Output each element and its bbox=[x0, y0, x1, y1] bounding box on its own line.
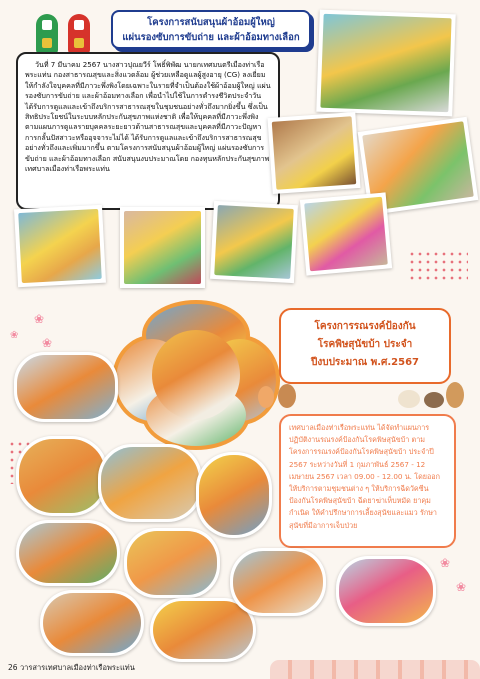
article2-body-card bbox=[279, 414, 456, 548]
photo-visit-2 bbox=[14, 205, 106, 287]
article1-body: วันที่ 7 มีนาคม 2567 นางสาวปุณยวีร์ โพธิ์พิพัฒ นายกเทศมนตรีเมืองท่าเรือพระแท่น กองสาธารณสุขและสิ่งแวดล้อม ผู้ช่วยเหลือดูแลผู้สูงอายุ (CG) ลงเยี่ยมให้กำลังใจบุคคลที่มีภาวะพึ่งพิงโดยเฉพาะในรายที่จำเป็นต้องใช้ผ้าอ้อมผู้ใหญ่ แผ่นรองซับการขับถ่าย และผ้าอ้อมทางเลือก เพื่อนำไปใช้ในการดำรงชีวิตประจำวัน ได้รับการดูแลและเข้าถึงบริการสาธารณสุขในชุมชนอย่างทั่วถึงมากยิ่งขึ้น ซึ่งเป็นสิทธิประโยชน์ในระบบหลักประกันสุขภาพแห่งชาติ เพื่อให้บุคคลที่มีภาวะพึ่งพิงตามแผนการดูแลรายบุคคลระยะยาวด้านสาธารณสุขและบุคคลที่มีภาวะปัญหาการกลั้นปัสสาวะหรืออุจจาระไม่ได้ ได้รับการดูแลและเข้าถึงบริการสาธารณสุขอย่างทั่วถึงและเพิ่มมากขึ้น ตามโครงการสนับสนุนผ้าอ้อมผู้ใหญ่ แผ่นรองซับการขับถ่าย และผ้าอ้อมทางเลือก สนับสนุนงบประมาณโดย กองทุนหลักประกันสุขภาพเทศบาลเมืองท่าเรือพระแท่น bbox=[25, 60, 271, 174]
photo-rabies-3 bbox=[98, 444, 202, 522]
paw-icon: ❀ bbox=[456, 580, 467, 594]
red-pole-icon bbox=[68, 14, 90, 54]
photo-rabies-2 bbox=[16, 436, 108, 516]
paw-strip bbox=[270, 660, 480, 679]
photo-rabies-6 bbox=[124, 528, 220, 598]
publication-name: วารสารเทศบาลเมืองท่าเรือพระแท่น bbox=[19, 663, 135, 672]
photo-rabies-5 bbox=[16, 520, 120, 586]
paw-icon: ❀ bbox=[10, 330, 19, 341]
photo-rabies-10 bbox=[336, 556, 436, 626]
green-pole-icon bbox=[36, 14, 58, 54]
photo-visit-3 bbox=[120, 207, 205, 288]
article1-title-line1: โครงการสนับสนุนผ้าอ้อมผู้ใหญ่ bbox=[147, 17, 275, 28]
article1-body-card bbox=[16, 52, 280, 210]
paw-icon: ❀ bbox=[42, 336, 53, 350]
paw-icon: ❀ bbox=[34, 312, 45, 326]
photo-rabies-4 bbox=[196, 452, 272, 538]
footer bbox=[8, 662, 135, 674]
flower-photo-frame bbox=[112, 300, 280, 450]
dot-pattern bbox=[408, 250, 468, 284]
photo-visit-4 bbox=[210, 201, 298, 283]
pets-illustration bbox=[258, 382, 466, 412]
photo-rabies-9 bbox=[230, 548, 326, 616]
photo-visit-5 bbox=[300, 192, 392, 275]
article1-title-line2: แผ่นรองซับการขับถ่าย และผ้าอ้อมทางเลือก bbox=[122, 32, 300, 43]
article2-title-line1: โครงการรณรงค์ป้องกัน bbox=[314, 321, 416, 332]
article2-title-line2: โรคพิษสุนัขบ้า ประจำ bbox=[317, 339, 413, 350]
photo-visit-1 bbox=[267, 112, 360, 194]
paw-icon: ❀ bbox=[440, 556, 451, 570]
photo-rabies-1 bbox=[14, 352, 118, 422]
article2-title bbox=[279, 308, 451, 384]
page-number: 26 bbox=[8, 663, 18, 672]
article1-title bbox=[111, 10, 311, 49]
article2-body: เทศบาลเมืองท่าเรือพระแท่น ได้จัดทำแผนการปฏิบัติงานรณรงค์ป้องกันโรคพิษสุนัขบ้า ตามโครงการรณรงค์ป้องกันโรคพิษสุนัขบ้า ประจำปี 2567 ระหว่างวันที่ 1 กุมภาพันธ์ 2567 - 12 เมษายน 2567 เวลา 09.00 - 12.00 น. โดยออกให้บริการตามชุมชนต่าง ๆ ให้บริการฉีดวัคซีนป้องกันโรคพิษสุนัขบ้า ฉีดยาฆ่าเห็บหมัด ยาคุมกำเนิด ให้คำปรึกษาการเลี้ยงสุนัขและแมว รักษาสุนัขที่มีอาการเจ็บป่วย bbox=[289, 423, 440, 530]
photo-rabies-7 bbox=[40, 590, 144, 656]
photo-group-top bbox=[316, 10, 455, 117]
article2-title-line3: ปีงบประมาณ พ.ศ.2567 bbox=[310, 357, 419, 368]
